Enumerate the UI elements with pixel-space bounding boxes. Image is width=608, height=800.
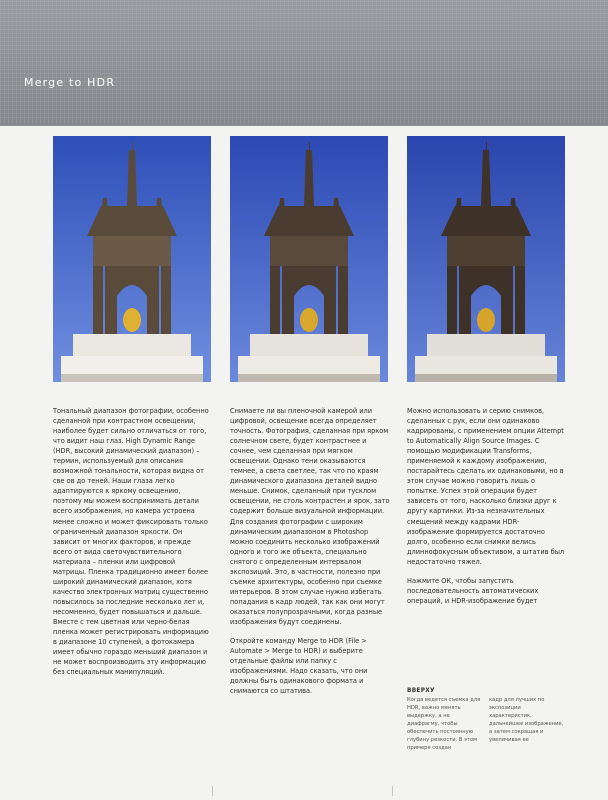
paragraph: Нажмите ОК, чтобы запустить последовательность автоматических операций, и HDR-изображение будет: [407, 576, 539, 605]
caption-text-left: Когда ведется съемка для HDR, важно менять выдержку, а не диафрагму, чтобы обеспечить постоянную глубину резкости. В этом примере создан: [407, 697, 481, 751]
section-title: Merge to HDR: [24, 76, 116, 89]
text-column-2: [230, 406, 390, 705]
crop-mark: [212, 786, 213, 796]
photo-exposure-3: [407, 136, 565, 382]
albert-memorial-photo-icon: [230, 136, 388, 382]
crop-mark: [392, 786, 393, 796]
paragraph: Можно использовать и серию снимков, сделанных с рук, если они одинаково кадрированы, с применением опции Attempt to Automatically Align Source Images. С помощью модификации Transforms, применяемой к каждому изображению, постарайтесь сделать их одинаковыми, но в этом случае можно говорить лишь о попытке. Успех этой операции будет зависеть от того, насколько близки друг к другу картинки. Из-за незначительных смещений между кадрами HDR-изображение формируется достаточно долго, особенно если снимки велись длиннофокусным объективом, а штатив был недостаточно тяжел.: [407, 407, 565, 566]
photo-exposure-2: [230, 136, 388, 382]
paragraph: Снимаете ли вы пленочной камерой или цифровой, освещение всегда определяет точность. Фотография, сделанная при ярком солнечном свете, будет контрастнее и сочнее, чем сделанная при мягком освещении. Однако тени оказываются темнее, а света светлее, так что по краям динамического диапазона деталей видно меньше. Снимок, сделанный при тусклом освещении, не столь контрастен и ярок, зато содержит больше визуальной информации. Для создания фотографии с широким динамическим диапазоном в Photoshop можно соединить несколько изображений одного и того же объекта, специально снятого с определенным интервалом экспозиций. Это, в частности, полезно при съемке архитектуры, особенно при съемке интерьеров. В этом случае нужно избегать попадания в кадр людей, так как они могут оказаться полупрозрачными, когда разные изображения будут соединены.: [230, 407, 390, 626]
albert-memorial-photo-icon: [407, 136, 565, 382]
photo-caption: [407, 688, 565, 751]
caption-text-right: кадр для лучших по экспозиции характеристик, дальнейшее изображение, а затем сокращая и увеличивая ее: [489, 697, 564, 743]
paragraph: Откройте команду Merge to HDR (File > Automate > Merge to HDR) и выберите отдельные файлы или папку с изображениями. Надо сказать, что они должны быть одинакового формата и снимаются со штатива.: [230, 637, 368, 696]
albert-memorial-photo-icon: [53, 136, 211, 382]
paragraph: Тональный диапазон фотографии, особенно сделанной при контрастном освещении, наиболее будет сильно отличаться от того, что видит наш глаз. High Dynamic Range (HDR, высокий динамический диапазон) – термин, используемый для описания возможной тональности, которая видна от све ов до теней. Наши глаза легко адаптируются к яркому освещению, поэтому мы можем воспринимать детали всего изображения, но камера устроена менее сложно и может фиксировать только ограниченный диапазон яркости. Он зависит от многих факторов, и прежде всего от вида светочувствительного материала – пленки или цифровой матрицы. Пленка традиционно имеет более широкий динамический диапазон, хотя качество электронных матриц существенно повысилось за последние несколько лет и, несомненно, будет повышаться и дальше. Вместе с тем цветная или черно-белая пленка может регистрировать информацию в диапазоне 10 ступеней, а фотокамера имеет обычно гораздо меньший диапазон и не может воспроизводить эту информацию без специальных манипуляций.: [53, 407, 209, 677]
photo-exposure-1: [53, 136, 211, 382]
text-column-1: [53, 406, 210, 686]
caption-heading: ВВЕРХУ: [407, 688, 435, 694]
header-band: [0, 0, 608, 126]
text-column-3: [407, 406, 565, 615]
